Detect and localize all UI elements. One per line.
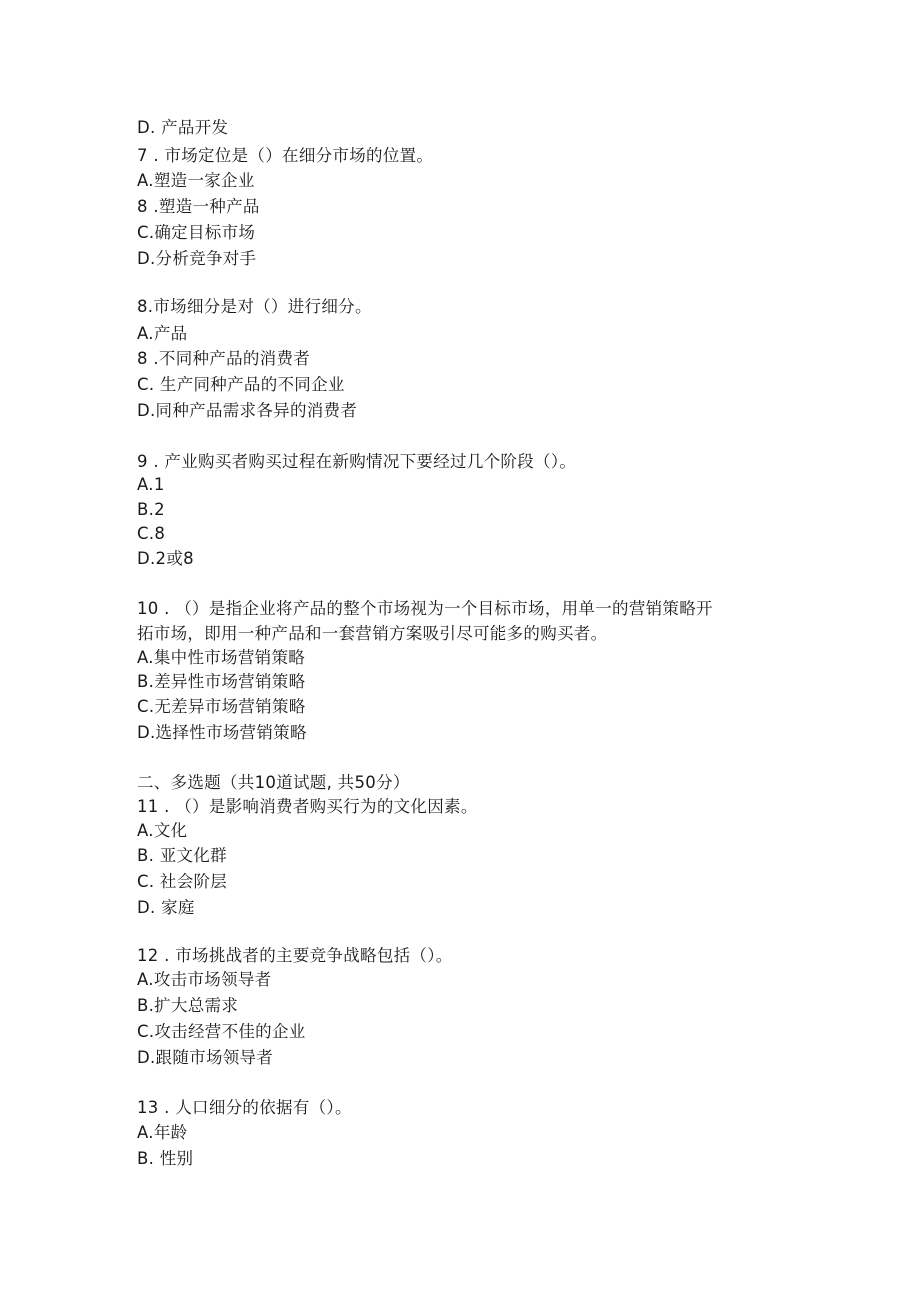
option-line: D.2或8: [137, 549, 194, 568]
option-line: A.1: [137, 475, 165, 494]
option-line: A.文化: [137, 821, 188, 840]
option-line: D.选择性市场营销策略: [137, 723, 307, 742]
question-10-continued: 拓市场，即用一种产品和一套营销方案吸引尽可能多的购买者。: [137, 624, 608, 643]
option-line: B.2: [137, 500, 165, 519]
option-line: B. 性别: [137, 1149, 194, 1168]
option-line: D.跟随市场领导者: [137, 1048, 274, 1067]
option-line: D.分析竞争对手: [137, 249, 257, 268]
option-line: B. 亚文化群: [137, 846, 227, 865]
section-heading: 二、多选题（共10道试题, 共50分）: [137, 773, 410, 792]
option-line: B.扩大总需求: [137, 996, 239, 1015]
option-line: B.差异性市场营销策略: [137, 672, 306, 691]
question-8: 8.市场细分是对（）进行细分。: [137, 297, 372, 316]
question-9: 9 . 产业购买者购买过程在新购情况下要经过几个阶段（）。: [137, 452, 577, 471]
option-line: C.确定目标市场: [137, 223, 256, 242]
option-line: D. 家庭: [137, 898, 195, 917]
question-7: 7 . 市场定位是（）在细分市场的位置。: [137, 146, 434, 165]
option-line: C. 生产同种产品的不同企业: [137, 375, 345, 394]
option-line: C. 社会阶层: [137, 872, 228, 891]
option-line: C.攻击经营不佳的企业: [137, 1022, 306, 1041]
question-10: 10 . （）是指企业将产品的整个市场视为一个目标市场，用单一的营销策略开: [137, 599, 713, 618]
option-line: A.塑造一家企业: [137, 171, 255, 190]
question-12: 12 . 市场挑战者的主要竞争战略包括（）。: [137, 946, 453, 965]
option-line: 8 .塑造一种产品: [137, 197, 260, 216]
option-line: C.无差异市场营销策略: [137, 697, 306, 716]
question-11: 11 . （）是影响消费者购买行为的文化因素。: [137, 797, 478, 816]
option-line: A.集中性市场营销策略: [137, 648, 306, 667]
option-line: A.年龄: [137, 1123, 188, 1142]
option-line: A.攻击市场领导者: [137, 970, 272, 989]
option-line: C.8: [137, 524, 166, 543]
option-line: D.同种产品需求各异的消费者: [137, 401, 358, 420]
question-13: 13 . 人口细分的依据有（）。: [137, 1098, 352, 1117]
option-line: A.产品: [137, 324, 188, 343]
option-line: 8 .不同种产品的消费者: [137, 349, 311, 368]
option-line: D. 产品开发: [137, 118, 229, 137]
